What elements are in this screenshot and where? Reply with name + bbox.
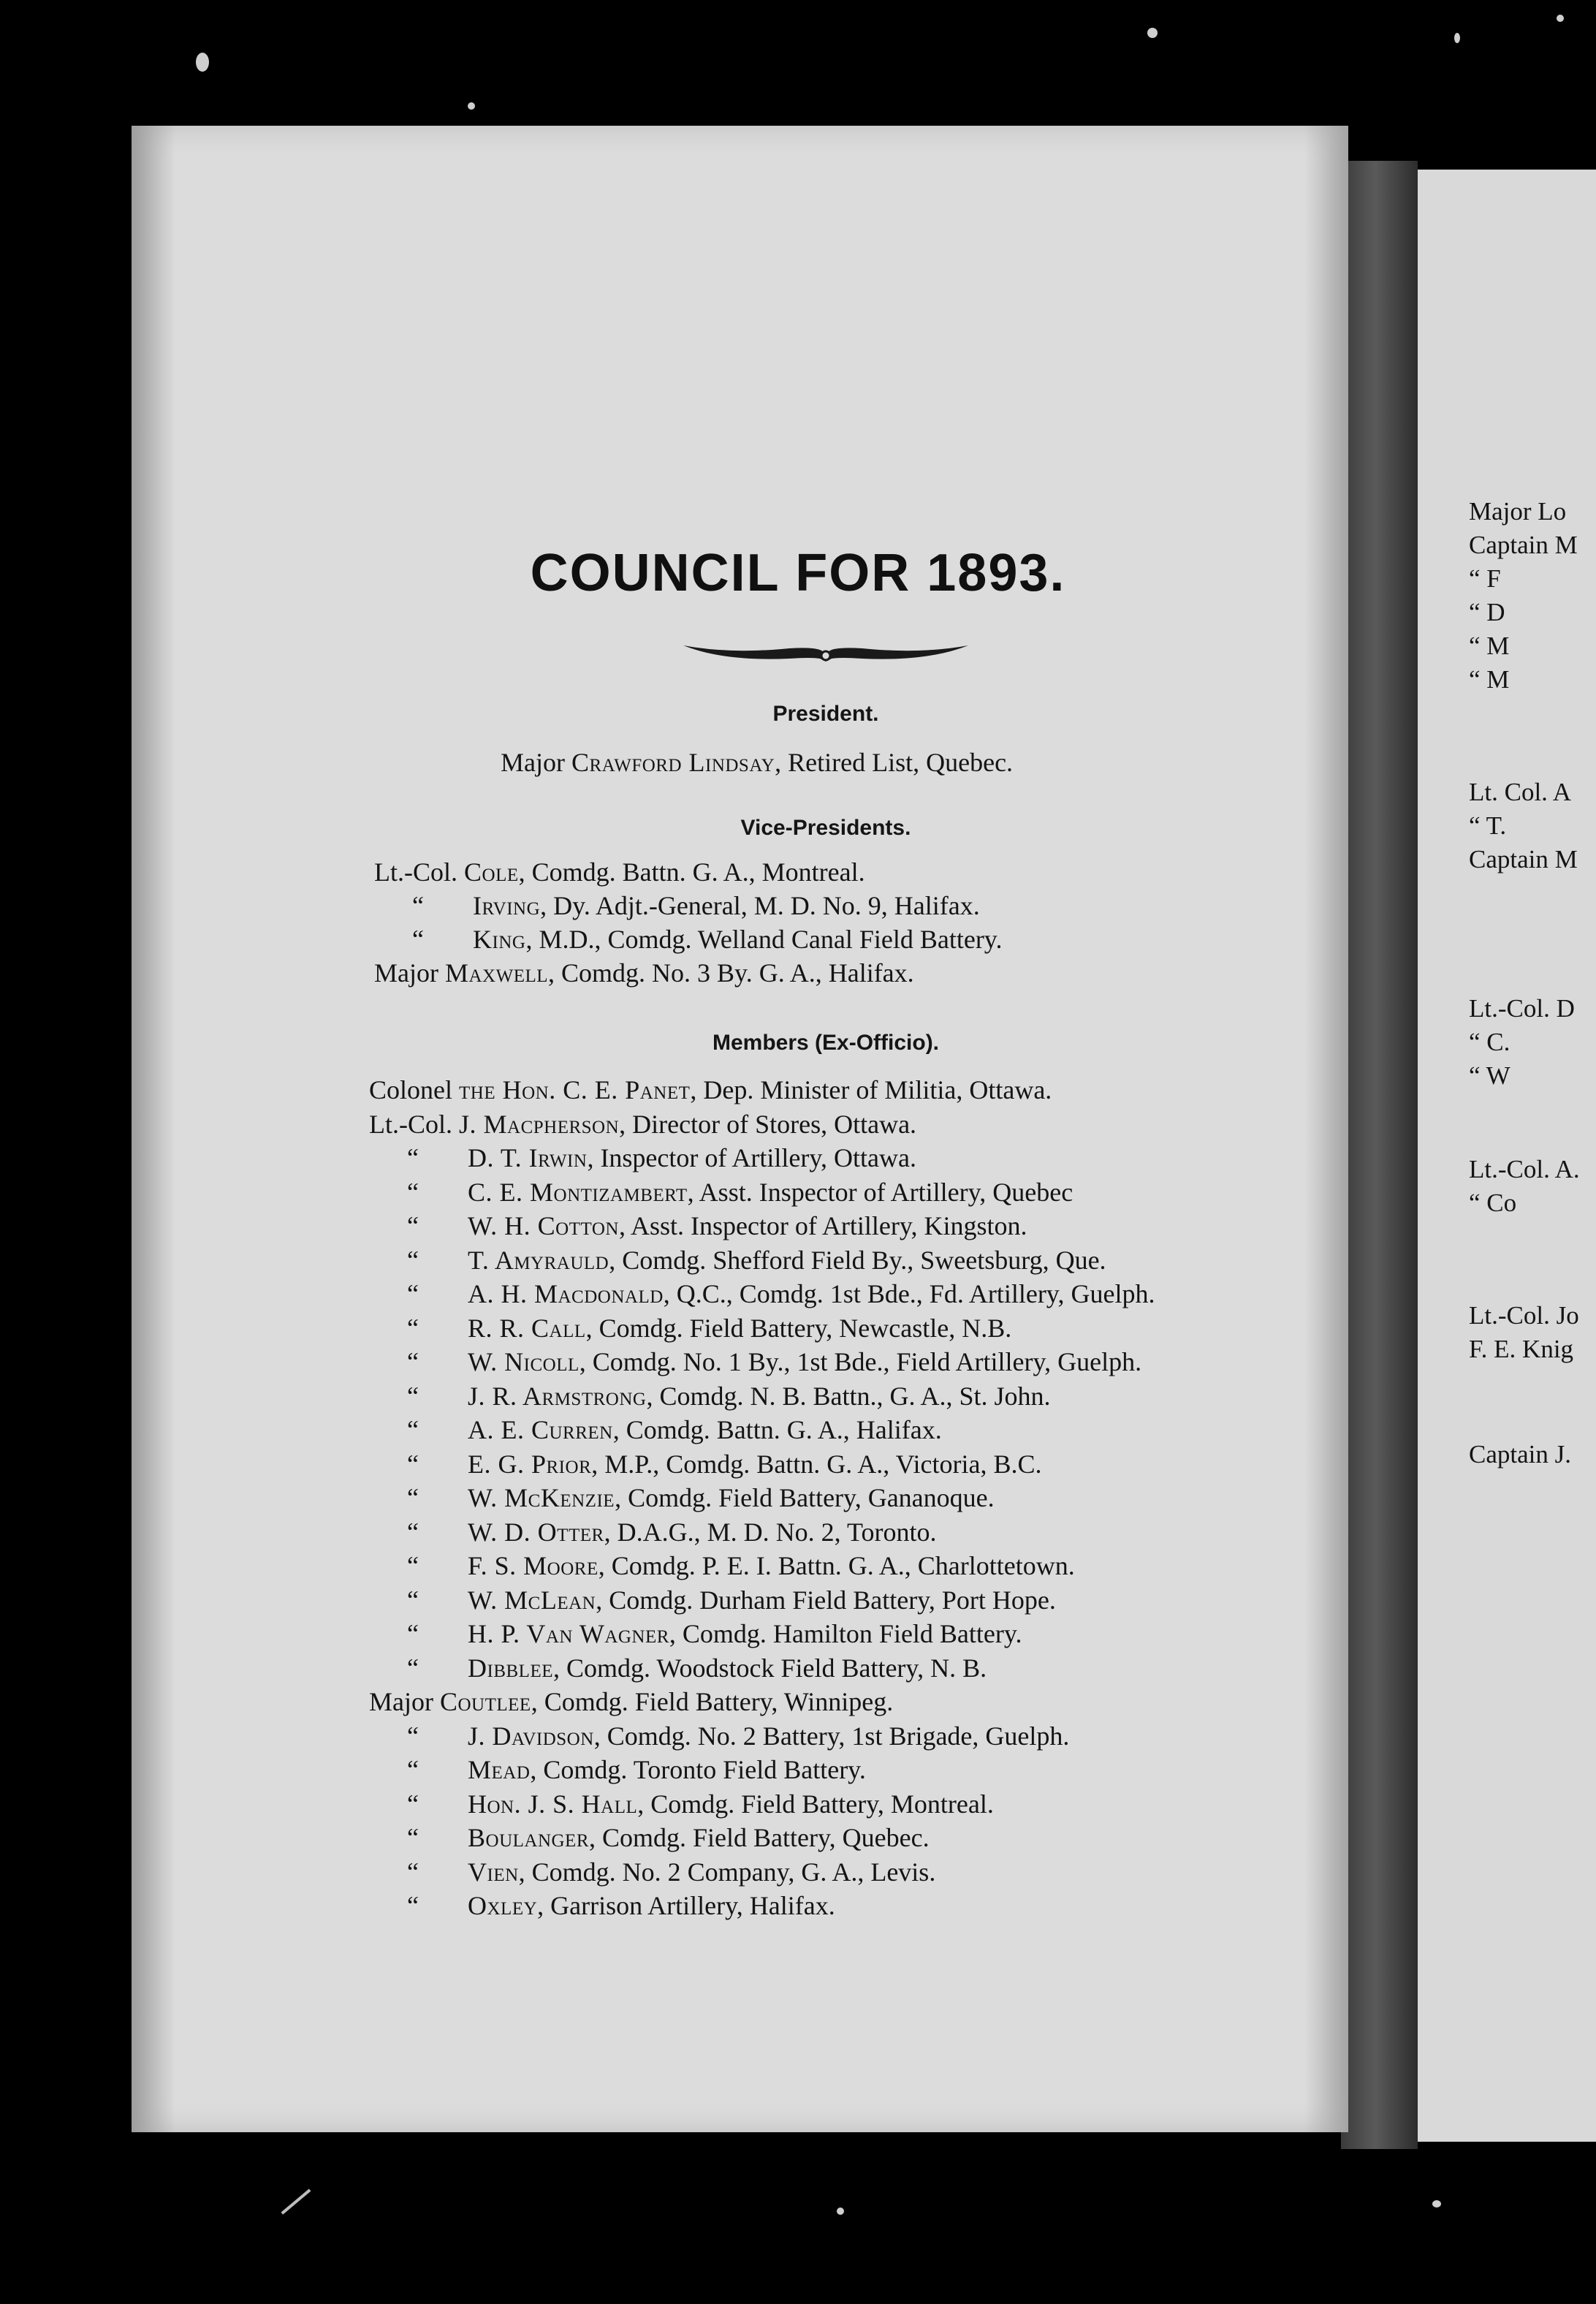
entry-title: “ [407, 1245, 419, 1275]
entry-name: J. R. Armstrong [468, 1381, 647, 1411]
entry-name: W. H. Cotton [468, 1211, 619, 1240]
list-item [391, 1381, 1051, 1411]
list-item [391, 1482, 995, 1513]
entry-name: J. Macpherson [459, 1109, 620, 1139]
entry-title: “ [407, 1517, 419, 1547]
entry-name: A. E. Curren [468, 1415, 613, 1444]
entry-name: Crawford Lindsay [571, 748, 775, 777]
entry-detail: , Asst. Inspector of Artillery, Quebec [687, 1177, 1074, 1207]
facing-page-line: Lt.-Col. Jo [1469, 1301, 1579, 1330]
list-item [374, 857, 865, 887]
facing-page-line: “ D [1469, 598, 1505, 626]
entry-title: “ [407, 1891, 419, 1920]
speck [1454, 33, 1460, 43]
facing-page-line: “ M [1469, 665, 1510, 694]
entry-name: King [473, 925, 526, 954]
entry-detail: , M.D., Comdg. Welland Canal Field Battery. [525, 925, 1003, 954]
entry-title: “ [407, 1551, 419, 1580]
list-item [374, 958, 914, 988]
entry-title: Major [501, 748, 565, 777]
entry-title: Lt.-Col. [369, 1109, 452, 1139]
entry-detail: , Comdg. N. B. Battn., G. A., St. John. [646, 1381, 1051, 1411]
entry-name: W. Nicoll [468, 1347, 580, 1376]
entry-title: “ [412, 925, 424, 954]
list-item [391, 1550, 1075, 1581]
facing-page-line: “ W [1469, 1061, 1510, 1090]
entry-name: D. T. Irwin [468, 1143, 588, 1172]
list-item [391, 1346, 1141, 1377]
facing-page-line: Lt.-Col. D [1469, 994, 1575, 1023]
entry-name: T. Amyrauld [468, 1245, 609, 1275]
entry-detail: , Comdg. Field Battery, Newcastle, N.B. [585, 1313, 1012, 1343]
entry-name: Dibblee [468, 1653, 553, 1683]
section-heading-vice-presidents: Vice-Presidents. [740, 816, 911, 840]
facing-page-line: F. E. Knig [1469, 1335, 1574, 1363]
entry-detail: , Retired List, Quebec. [775, 748, 1014, 777]
entry-title: “ [407, 1789, 419, 1819]
entry-title: “ [407, 1177, 419, 1207]
page-shadow [132, 126, 175, 2132]
list-item [391, 1245, 1106, 1276]
entry-detail: , Comdg. Field Battery, Winnipeg. [531, 1687, 894, 1716]
speck [837, 2208, 844, 2215]
entry-name: the Hon. C. E. Panet [459, 1075, 691, 1104]
entry-detail: , Comdg. Field Battery, Quebec. [589, 1823, 930, 1852]
facing-page-line: Lt.-Col. A. [1469, 1155, 1580, 1183]
entry-title: “ [407, 1381, 419, 1411]
entry-detail: , Comdg. P. E. I. Battn. G. A., Charlottetown. [598, 1551, 1075, 1580]
entry-name: W. McKenzie [468, 1483, 615, 1512]
entry-name: Maxwell [444, 958, 549, 988]
entry-name: F. S. Moore [468, 1551, 598, 1580]
entry-title: “ [412, 891, 424, 920]
facing-page-line: Captain M [1469, 845, 1578, 874]
entry-title: “ [407, 1449, 419, 1479]
entry-name: Coutlee [439, 1687, 531, 1716]
facing-page-line: Major Lo [1469, 497, 1567, 526]
entry-title: Lt.-Col. [374, 857, 457, 887]
entry-detail: , Comdg. No. 2 Company, G. A., Levis. [518, 1857, 936, 1887]
entry-title: “ [407, 1313, 419, 1343]
scratch [281, 2189, 311, 2214]
speck [1432, 2200, 1441, 2208]
facing-page-line: Captain J. [1469, 1440, 1571, 1469]
list-item [391, 1890, 835, 1921]
entry-title: “ [407, 1619, 419, 1648]
facing-page-line: “ F [1469, 564, 1501, 593]
section-heading-president: President. [772, 702, 879, 726]
entry-name: W. D. Otter [468, 1517, 604, 1547]
facing-page-line: “ C. [1469, 1028, 1510, 1056]
entry-title: Major [369, 1687, 433, 1716]
list-item [369, 1075, 1052, 1105]
entry-name: Vien [468, 1857, 519, 1887]
facing-page-line: Captain M [1469, 531, 1578, 559]
list-item [369, 1686, 893, 1717]
entry-detail: , Inspector of Artillery, Ottawa. [587, 1143, 916, 1172]
entry-title: “ [407, 1143, 419, 1172]
entry-name: E. G. Prior [468, 1449, 592, 1479]
entry-detail: , Dy. Adjt.-General, M. D. No. 9, Halifax. [540, 891, 980, 920]
list-item [391, 1857, 935, 1887]
facing-page-line: “ M [1469, 632, 1510, 660]
entry-name: Hon. J. S. Hall [468, 1789, 638, 1819]
entry-detail: , Comdg. Shefford Field By., Sweetsburg, Que. [609, 1245, 1106, 1275]
entry-detail: , Comdg. No. 2 Battery, 1st Brigade, Guelph. [593, 1721, 1070, 1751]
entry-name: A. H. Macdonald [468, 1279, 664, 1308]
entry-detail: , Director of Stores, Ottawa. [619, 1109, 917, 1139]
list-item [391, 1618, 1022, 1649]
entry-detail: , Dep. Minister of Militia, Ottawa. [690, 1075, 1052, 1104]
entry-detail: , D.A.G., M. D. No. 2, Toronto. [604, 1517, 937, 1547]
page-shadow [1304, 126, 1348, 2132]
entry-detail: , Comdg. Battn. G. A., Halifax. [612, 1415, 942, 1444]
entry-detail: , Garrison Artillery, Halifax. [537, 1891, 835, 1920]
entry-title: “ [407, 1823, 419, 1852]
entry-detail: , Comdg. Field Battery, Gananoque. [615, 1483, 995, 1512]
entry-name: W. McLean [468, 1585, 596, 1615]
list-item [391, 1278, 1155, 1309]
entry-title: “ [407, 1483, 419, 1512]
list-item [391, 1210, 1027, 1241]
list-item [391, 1721, 1069, 1751]
page-gutter [1341, 161, 1418, 2149]
list-item [391, 1449, 1041, 1479]
facing-page-line: Lt. Col. A [1469, 778, 1572, 806]
entry-name: Irving [473, 891, 541, 920]
speck [196, 53, 209, 72]
entry-title: “ [407, 1653, 419, 1683]
list-item [391, 1517, 937, 1547]
entry-name: Oxley [468, 1891, 538, 1920]
section-heading-members: Members (Ex-Officio). [712, 1031, 940, 1055]
entry-title: Major [374, 958, 438, 988]
entry-name: J. Davidson [468, 1721, 594, 1751]
entry-name: R. R. Call [468, 1313, 586, 1343]
entry-name: Mead [468, 1755, 531, 1784]
entry-title: “ [407, 1279, 419, 1308]
list-item [396, 924, 1002, 955]
list-item [391, 1653, 987, 1683]
list-item [391, 1754, 866, 1785]
facing-page-line: “ T. [1469, 811, 1507, 840]
entry-detail: , M.P., Comdg. Battn. G. A., Victoria, B.C. [591, 1449, 1042, 1479]
entry-detail: , Comdg. Woodstock Field Battery, N. B. [553, 1653, 987, 1683]
entry-name: H. P. Van Wagner [468, 1619, 669, 1648]
entry-title: “ [407, 1347, 419, 1376]
speck [1147, 28, 1158, 38]
entry-title: “ [407, 1211, 419, 1240]
president-entry [501, 747, 1013, 778]
entry-name: C. E. Montizambert [468, 1177, 688, 1207]
ornament-icon [680, 632, 972, 669]
list-item [391, 1177, 1073, 1208]
entry-name: Boulanger [468, 1823, 589, 1852]
list-item [391, 1585, 1056, 1615]
speck [1557, 15, 1564, 22]
entry-title: “ [407, 1755, 419, 1784]
entry-title: “ [407, 1415, 419, 1444]
entry-detail: , Asst. Inspector of Artillery, Kingston. [618, 1211, 1027, 1240]
page-title: COUNCIL FOR 1893. [530, 544, 1066, 602]
entry-detail: , Q.C., Comdg. 1st Bde., Fd. Artillery, Guelph. [663, 1279, 1155, 1308]
list-item [391, 1822, 930, 1853]
entry-detail: , Comdg. Field Battery, Montreal. [637, 1789, 994, 1819]
speck [468, 102, 475, 110]
entry-title: “ [407, 1721, 419, 1751]
list-item [391, 1142, 916, 1173]
entry-title: “ [407, 1857, 419, 1887]
list-item [391, 1313, 1011, 1344]
entry-detail: , Comdg. Toronto Field Battery. [530, 1755, 866, 1784]
list-item [391, 1789, 994, 1819]
facing-page-line: “ Co [1469, 1189, 1517, 1217]
entry-detail: , Comdg. Battn. G. A., Montreal. [518, 857, 865, 887]
entry-detail: , Comdg. No. 3 By. G. A., Halifax. [548, 958, 914, 988]
entry-name: Cole [464, 857, 519, 887]
list-item [369, 1109, 916, 1140]
entry-detail: , Comdg. Hamilton Field Battery. [669, 1619, 1022, 1648]
list-item [396, 890, 980, 921]
list-item [391, 1414, 942, 1445]
entry-title: “ [407, 1585, 419, 1615]
entry-title: Colonel [369, 1075, 452, 1104]
entry-detail: , Comdg. No. 1 By., 1st Bde., Field Artillery, Guelph. [579, 1347, 1142, 1376]
entry-detail: , Comdg. Durham Field Battery, Port Hope. [596, 1585, 1056, 1615]
